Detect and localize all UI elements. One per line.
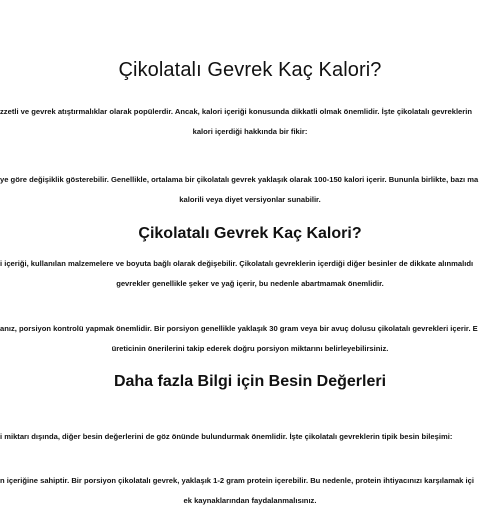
section-heading-calories: Çikolatalı Gevrek Kaç Kalori?: [138, 225, 362, 242]
protein-paragraph-line-1: n içeriğine sahiptir. Bir porsiyon çikolatalı gevrek, yaklaşık 1-2 gram protein içerebilir. Bu nedenle, protein ihtiyacınızı karşılamak içi: [0, 476, 474, 485]
ingredients-paragraph-line-1: i içeriği, kullanılan malzemelere ve boyuta bağlı olarak değişebilir. Çikolatalı gevreklerin içerdiği diğer besinler de dikkate alınmalıdı: [0, 259, 474, 268]
protein-paragraph-line-2: ek kaynaklarından faydalanmalısınız.: [183, 496, 317, 505]
portion-paragraph-line-1: anız, porsiyon kontrolü yapmak önemlidir. Bir porsiyon genellikle yaklaşık 30 gram veya bir avuç dolusu çikolatalı gevrekleri içerir. E: [0, 324, 478, 333]
calorie-range-paragraph-line-2: kalorili veya diyet versiyonlar sunabilir.: [179, 195, 321, 204]
section-heading-nutrition: Daha fazla Bilgi için Besin Değerleri: [113, 373, 387, 390]
calorie-range-paragraph-line-1: ye göre değişiklik gösterebilir. Genellikle, ortalama bir çikolatalı gevrek yaklaşık olarak 100-150 kalori içerir. Bununla birlikte, bazı ma: [0, 175, 479, 184]
intro-paragraph-line-2: kalori içerdiği hakkında bir fikir:: [192, 127, 308, 136]
page-title: Çikolatalı Gevrek Kaç Kalori?: [118, 59, 382, 81]
ingredients-paragraph-line-2: gevrekler genellikle şeker ve yağ içerir, bu nedenle abartmamak önemlidir.: [116, 279, 384, 288]
intro-paragraph-line-1: zzetli ve gevrek atıştırmalıklar olarak popülerdir. Ancak, kalori içeriği konusunda dikkatli olmak önemlidir. İşte çikolatalı gevreklerin: [0, 107, 472, 116]
nutrition-paragraph-line-1: i miktarı dışında, diğer besin değerlerini de göz önünde bulundurmak önemlidir. İşte çikolatalı gevreklerin tipik besin bileşimi:: [0, 432, 453, 441]
portion-paragraph-line-2: üreticinin önerilerini takip ederek doğru porsiyon miktarını belirleyebilirsiniz.: [111, 344, 389, 353]
